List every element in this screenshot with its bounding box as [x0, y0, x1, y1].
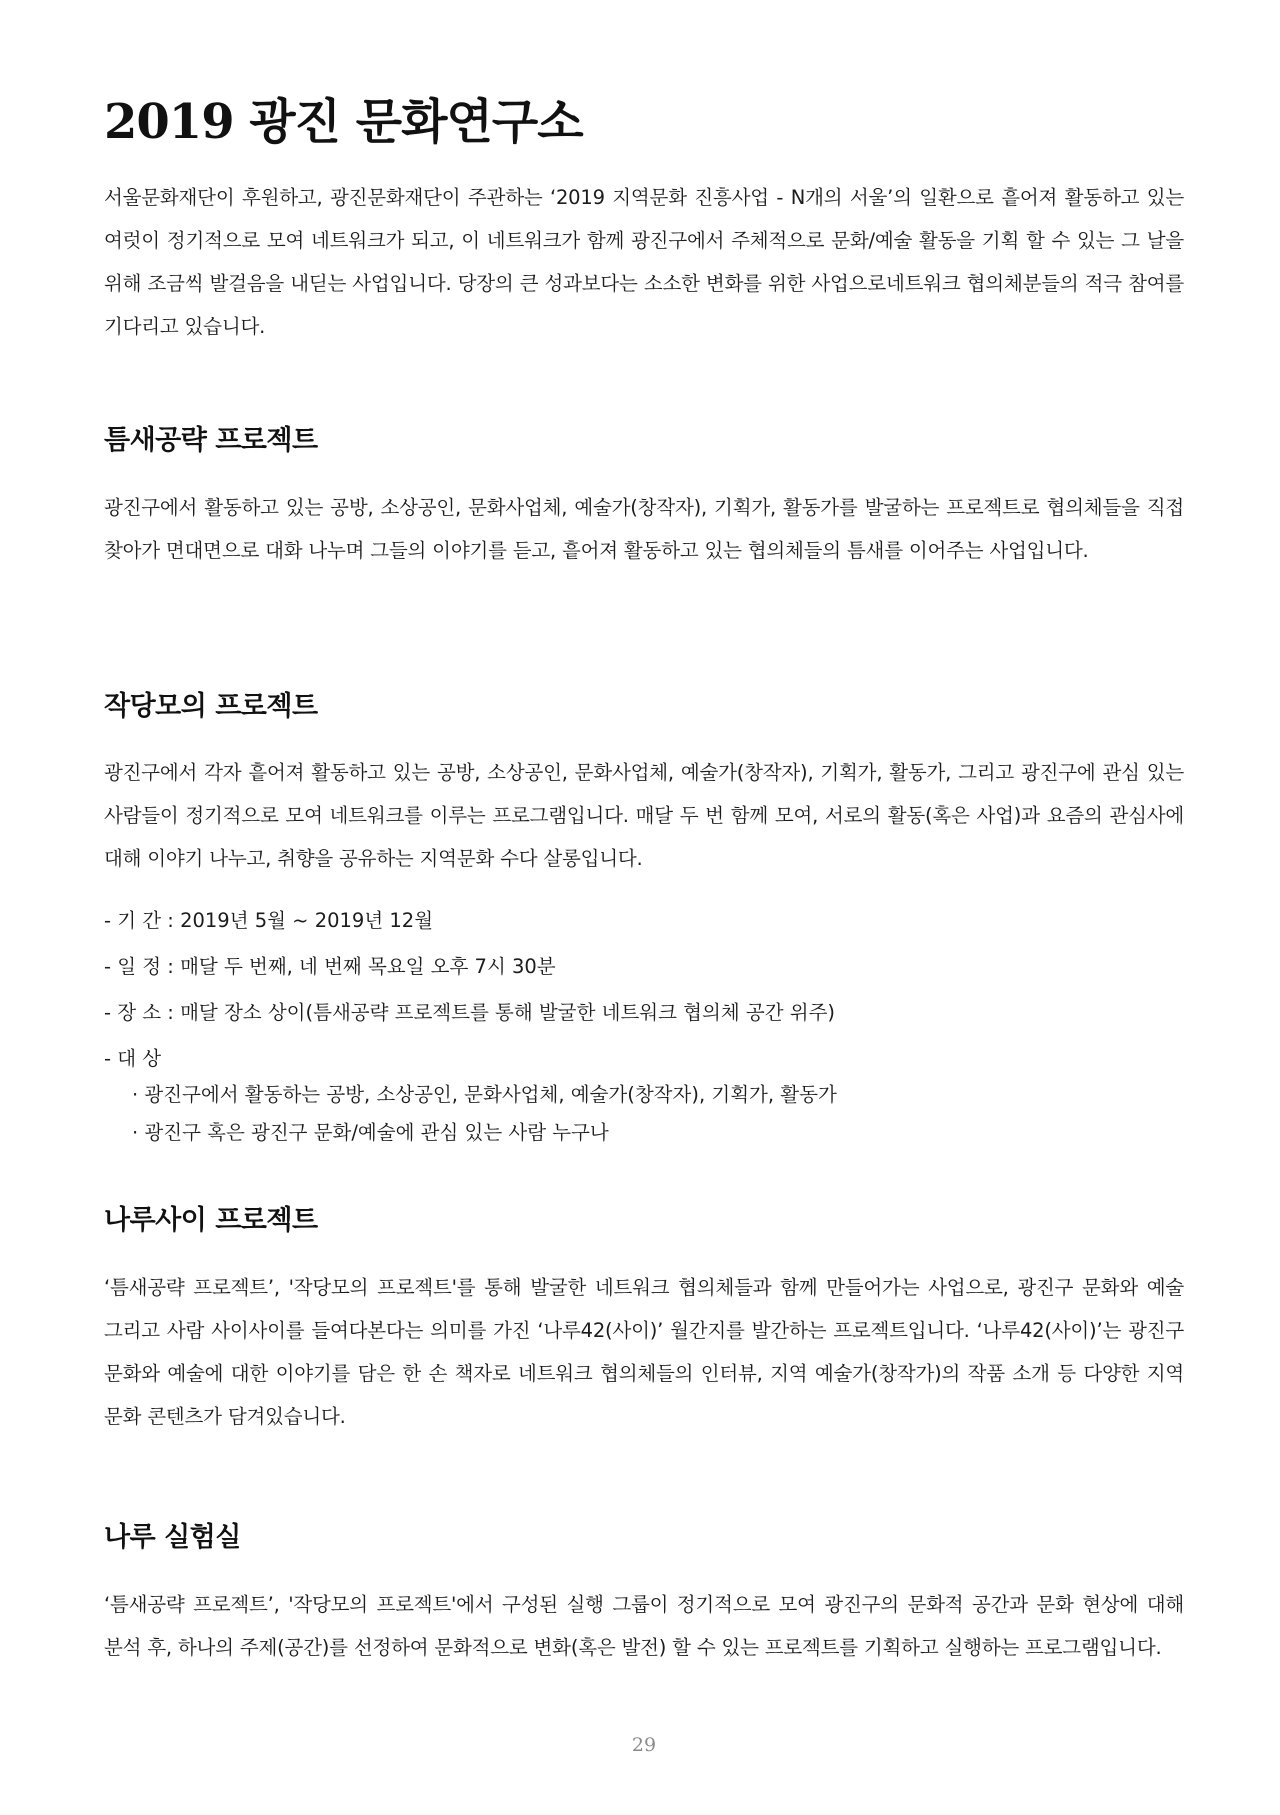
page-title: 2019 광진 문화연구소: [104, 94, 583, 150]
detail-period: - 기 간 : 2019년 5월 ~ 2019년 12월: [104, 909, 434, 932]
section-body-narusai: ‘틈새공략 프로젝트’, '작당모의 프로젝트'를 통해 발굴한 네트워크 협의체들과 함께 만들어가는 사업으로, 광진구 문화와 예술 그리고 사람 사이사이를 들여다본다는 의미를 가진 ‘나루42(사이)’ 월간지를 발간하는 프로젝트입니다. ‘나루42(사이)’는 광진구 문화와 예술에 대한 이야기를 담은 한 손 책자로 네트워크 협의체들의 인터뷰, 지역 예술가(창작가)의 작품 소개 등 다양한 지역 문화 콘텐츠가 담겨있습니다.: [104, 1276, 1184, 1428]
target-item: · 광진구에서 활동하는 공방, 소상공인, 문화사업체, 예술가(창작자), 기획가, 활동가: [132, 1083, 837, 1106]
detail-location: - 장 소 : 매달 장소 상이(틈새공략 프로젝트를 통해 발굴한 네트워크 협의체 공간 위주): [104, 1001, 836, 1024]
section-heading-teumsae: 틈새공략 프로젝트: [104, 425, 318, 456]
section-body-jakdang: 광진구에서 각자 흩어져 활동하고 있는 공방, 소상공인, 문화사업체, 예술가(창작자), 기획가, 활동가, 그리고 광진구에 관심 있는 사람들이 정기적으로 모여 네트워크를 이루는 프로그램입니다. 매달 두 번 함께 모여, 서로의 활동(혹은 사업)과 요즘의 관심사에 대해 이야기 나누고, 취향을 공유하는 지역문화 수다 살롱입니다.: [104, 761, 1184, 870]
target-item: · 광진구 혹은 광진구 문화/예술에 관심 있는 사람 누구나: [132, 1121, 609, 1144]
page-number: 29: [631, 1734, 657, 1756]
section-body-teumsae: 광진구에서 활동하고 있는 공방, 소상공인, 문화사업체, 예술가(창작자), 기획가, 활동가를 발굴하는 프로젝트로 협의체들을 직접 찾아가 면대면으로 대화 나누며 그들의 이야기를 듣고, 흩어져 활동하고 있는 협의체들의 틈새를 이어주는 사업입니다.: [104, 496, 1184, 562]
detail-schedule: - 일 정 : 매달 두 번째, 네 번째 목요일 오후 7시 30분: [104, 955, 556, 978]
section-heading-jakdang: 작당모의 프로젝트: [104, 691, 318, 722]
section-heading-naru-lab: 나루 실험실: [104, 1522, 241, 1553]
project-details-list: [104, 898, 1184, 1082]
section-heading-narusai: 나루사이 프로젝트: [104, 1205, 318, 1236]
intro-paragraph: 서울문화재단이 후원하고, 광진문화재단이 주관하는 ‘2019 지역문화 진흥사업 - N개의 서울’의 일환으로 흩어져 활동하고 있는 여럿이 정기적으로 모여 네트워크가 되고, 이 네트워크가 함께 광진구에서 주체적으로 문화/예술 활동을 기획 할 수 있는 그 날을 위해 조금씩 발걸음을 내딛는 사업입니다. 당장의 큰 성과보다는 소소한 변화를 위한 사업으로네트워크 협의체분들의 적극 참여를 기다리고 있습니다.: [104, 186, 1184, 338]
target-sublist: [132, 1076, 837, 1152]
document-page: [104, 0, 1184, 1815]
detail-target: - 대 상: [104, 1047, 162, 1070]
section-body-naru-lab: ‘틈새공략 프로젝트’, '작당모의 프로젝트'에서 구성된 실행 그룹이 정기적으로 모여 광진구의 문화적 공간과 문화 현상에 대해 분석 후, 하나의 주제(공간)를 선정하여 문화적으로 변화(혹은 발전) 할 수 있는 프로젝트를 기획하고 실행하는 프로그램입니다.: [104, 1593, 1184, 1659]
